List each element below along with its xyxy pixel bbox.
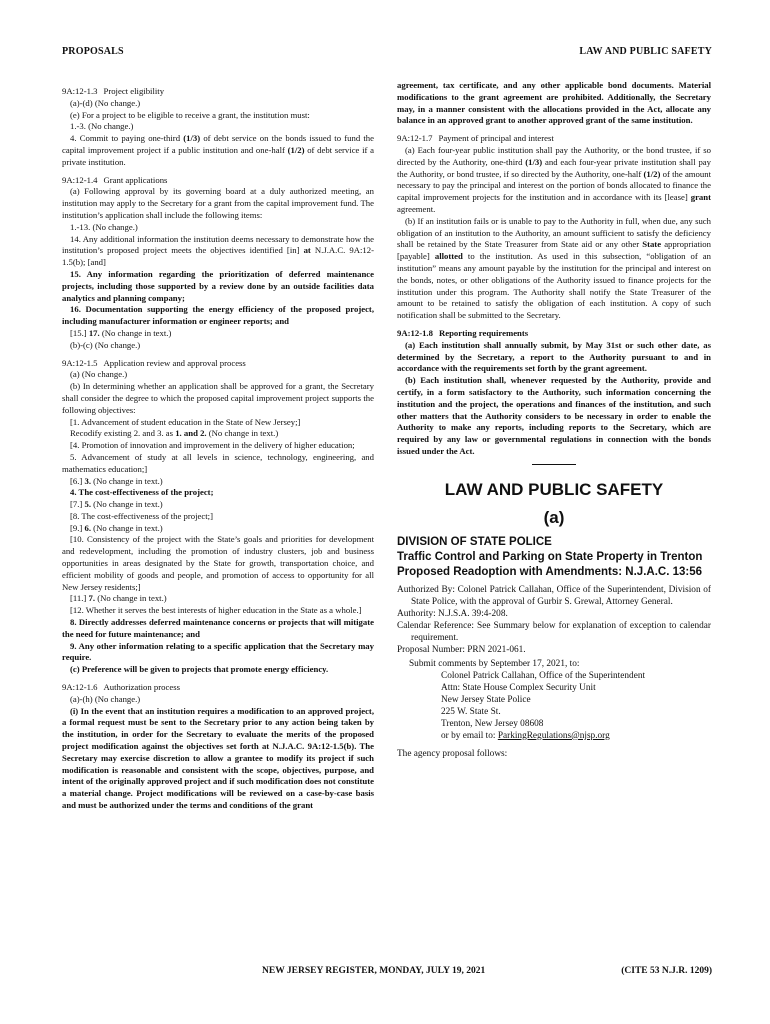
paragraph-bold: (a) Each institution shall annually submit, by May 31st or such other date, as determined by the Secretary, a report to the Authority pursuant to and in accordance with the requirements set forth by the grant agreement. <box>397 339 711 374</box>
paragraph: 1.-3. (No change.) <box>70 121 134 132</box>
paragraph: (b) In determining whether an application shall be approved for a grant, the Secretary shall consider the degree to which the proposed capital improvement project supports the following objectives: <box>62 381 374 415</box>
paragraph: (b)-(c) (No change.) <box>70 339 141 350</box>
paragraph: Recodify existing 2. and 3. as 1. and 2. (No change in text.) <box>70 428 279 439</box>
section-9a-12-1-5-heading: 9A:12-1.5 Application review and approval process <box>62 357 246 368</box>
division-heading: DIVISION OF STATE POLICE <box>397 535 552 548</box>
section-divider <box>532 464 576 465</box>
paragraph: [6.] 3. (No change in text.) <box>70 475 163 486</box>
paragraph: 14. Any additional information the institution deems necessary to demonstrate how the institution’s proposed project meets the objectives identified [in] at N.J.A.C. 9A:12-1.5(b); [and] <box>62 233 374 268</box>
paragraph: (a) (No change.) <box>70 369 128 380</box>
email-link[interactable]: ParkingRegulations@njsp.org <box>497 730 610 741</box>
running-header-right: LAW AND PUBLIC SAFETY <box>579 46 712 57</box>
section-9a-12-1-7-heading: 9A:12-1.7 Payment of principal and interest <box>397 133 554 144</box>
paragraph: (a) Each four-year public institution shall pay the Authority, or the bond trustee, if so directed by the Authority, one-third (1/3) and each four-year private institution shall pay the Authority, or bond trustee, if so directed by the Authority, one-half (1/2) of the amount necessary to pay the principal and interest on the portion of bonds allocated to finance the capital improvement projects for the institution and in accordance with its [lease] grant agreement. <box>397 144 712 214</box>
right-column <box>397 80 711 760</box>
paragraph-bold: (c) Preference will be given to projects that promote energy efficiency. <box>70 664 329 675</box>
paragraph: [7.] 5. (No change in text.) <box>70 499 163 510</box>
paragraph: 5. Advancement of study at all levels in science, technology, engineering, and mathematics education;] <box>62 451 374 474</box>
proposal-number: Proposal Number: PRN 2021-061. <box>397 644 526 655</box>
paragraph: [15.] 17. (No change in text.) <box>70 327 172 338</box>
paragraph: [1. Advancement of student education in the State of New Jersey;] <box>70 416 301 427</box>
paragraph: (a)-(d) (No change.) <box>70 97 141 108</box>
paragraph: (a) Following approval by its governing board at a duly authorized meeting, an institution may apply to the Secretary for a grant from the capital improvement fund. The institution’s application shall include the following items: <box>62 186 374 220</box>
paragraph: 4. Commit to paying one-third (1/3) of debt service on the bonds issued to fund the capital improvement project if a public institution and one-half (1/2) of debt service if a private institution. <box>62 133 374 167</box>
paragraph-bold: 8. Directly addresses deferred maintenance concerns or projects that will mitigate the need for future maintenance; and <box>62 617 374 639</box>
paragraph: [11.] 7. (No change in text.) <box>70 593 167 604</box>
paragraph: [4. Promotion of innovation and improvement in the delivery of higher education; <box>70 440 355 451</box>
paragraph-bold: agreement, tax certificate, and any other applicable bond documents. Material modifications to the grant agreement are prohibited. Additionally, the Secretary may, in a manner consistent with the allocations provided in the Act, allocate any balance in an approved grant to another approved grant of the same institution. <box>397 80 711 126</box>
paragraph-bold: (b) Each institution shall, whenever requested by the Authority, provide and certify, in a form satisfactory to the Authority, such information concerning the institution and the project, the operations and finances of the institution, and such other matters that the Authority considers to be necessary in order to enable the Authority to make any reports, including reports to the Secretary, which are required by any law or governmental regulations in connection with the bonds issued under the Act. <box>397 375 711 456</box>
paragraph: [9.] 6. (No change in text.) <box>70 522 163 533</box>
paragraph: [12. Whether it serves the best interests of higher education in the State as a whole.] <box>70 605 362 616</box>
footer-citation: (CITE 53 N.J.R. 1209) <box>621 966 712 976</box>
section-9a-12-1-8-heading: 9A:12-1.8 Reporting requirements <box>397 327 529 338</box>
paragraph: [10. Consistency of the project with the State’s goals and priorities for development and redevelopment, including the promotion of industry clusters, job and business opportunities in areas designated by the State for growth, transportation choice, and efficient mobility of goods and people, and promotion of access to opportunity for all New Jersey residents;] <box>62 534 374 592</box>
agency-title: LAW AND PUBLIC SAFETY <box>444 479 664 499</box>
paragraph: 1.-13. (No change.) <box>70 221 138 232</box>
proposal-follows: The agency proposal follows: <box>397 748 508 759</box>
paragraph-bold: (i) In the event that an institution requires a modification to an approved project, a formal request must be sent to the Secretary prior to any action being taken by the institution, in order for the Secretary to evaluate the merits of the proposed project modification against the objectives set forth at N.J.A.C. 9A:12-1.5(b). The Secretary may exercise discretion to allow a grantee to modify its project if such modification is reasonable and consistent with the scope, objectives, purpose, and intent of the originally approved project and if such modification does not constitute a material change. Project modifications will be reviewed on a case-by-case basis and must be authorized under the terms and conditions of the grant <box>62 705 374 811</box>
rule-topic: Traffic Control and Parking on State Property in Trenton <box>397 550 703 563</box>
section-9a-12-1-4-heading: 9A:12-1.4 Grant applications <box>62 174 168 185</box>
proposal-heading: Proposed Readoption with Amendments: N.J.A.C. 13:56 <box>397 565 703 578</box>
paragraph-bold: 4. The cost-effectiveness of the project; <box>70 487 214 498</box>
paragraph: (a)-(h) (No change.) <box>70 693 141 704</box>
footer-register-date: NEW JERSEY REGISTER, MONDAY, JULY 19, 2021 <box>262 966 486 976</box>
paragraph: (e) For a project to be eligible to receive a grant, the institution must: <box>70 109 310 120</box>
mailing-address: Colonel Patrick Callahan, Office of the Superintendent Attn: State House Complex Security Unit New Jersey State Police 225 W. State St. Trenton, New Jersey 08608 or by email to: ParkingRegulations@njsp.org <box>441 670 646 741</box>
section-9a-12-1-3-heading: 9A:12-1.3 Project eligibility <box>62 86 165 96</box>
paragraph-bold: 15. Any information regarding the prioritization of deferred maintenance projects, including those supported by a review done by an outside facilities data analytics and planning company; <box>62 268 374 303</box>
paragraph: (b) If an institution fails or is unable to pay to the Authority in full, when due, any such obligation of an institution to the Authority, an amount sufficient to satisfy the deficiency shall be retained by the State Treasurer from State aid or any other State appropriation [payable] allotted to the institution. As used in this subsection, “obligation of an institution” means any amount payable by the institution for the principal and interest on the bonds, notes, or other obligations of the Authority issued to finance projects for the institution under this program. The Authority shall notify the State Treasurer of the amount to be retained to satisfy the obligation of each institution. A copy of such notification shall be submitted to the Secretary. <box>397 215 711 321</box>
paragraph: [8. The cost-effectiveness of the project;] <box>70 510 213 521</box>
section-9a-12-1-6-heading: 9A:12-1.6 Authorization process <box>62 682 180 693</box>
paragraph-bold: 16. Documentation supporting the energy efficiency of the proposed project, including manufacturer information or engineer reports; and <box>62 304 374 327</box>
authorized-by: Authorized By: Colonel Patrick Callahan, Office of the Superintendent, Division of State Police, with the approval of Gurbir S. Grewal, Attorney General. <box>397 584 711 607</box>
notice-letter: (a) <box>543 507 565 527</box>
running-header-left: PROPOSALS <box>62 46 124 57</box>
left-column <box>62 80 374 812</box>
authority: Authority: N.J.S.A. 39:4-208. <box>397 608 508 619</box>
calendar-reference: Calendar Reference: See Summary below for explanation of exception to calendar requirement. <box>397 620 711 643</box>
submit-comments: Submit comments by September 17, 2021, to: <box>409 658 580 669</box>
paragraph-bold: 9. Any other information relating to a specific application that the Secretary may require. <box>62 640 374 663</box>
